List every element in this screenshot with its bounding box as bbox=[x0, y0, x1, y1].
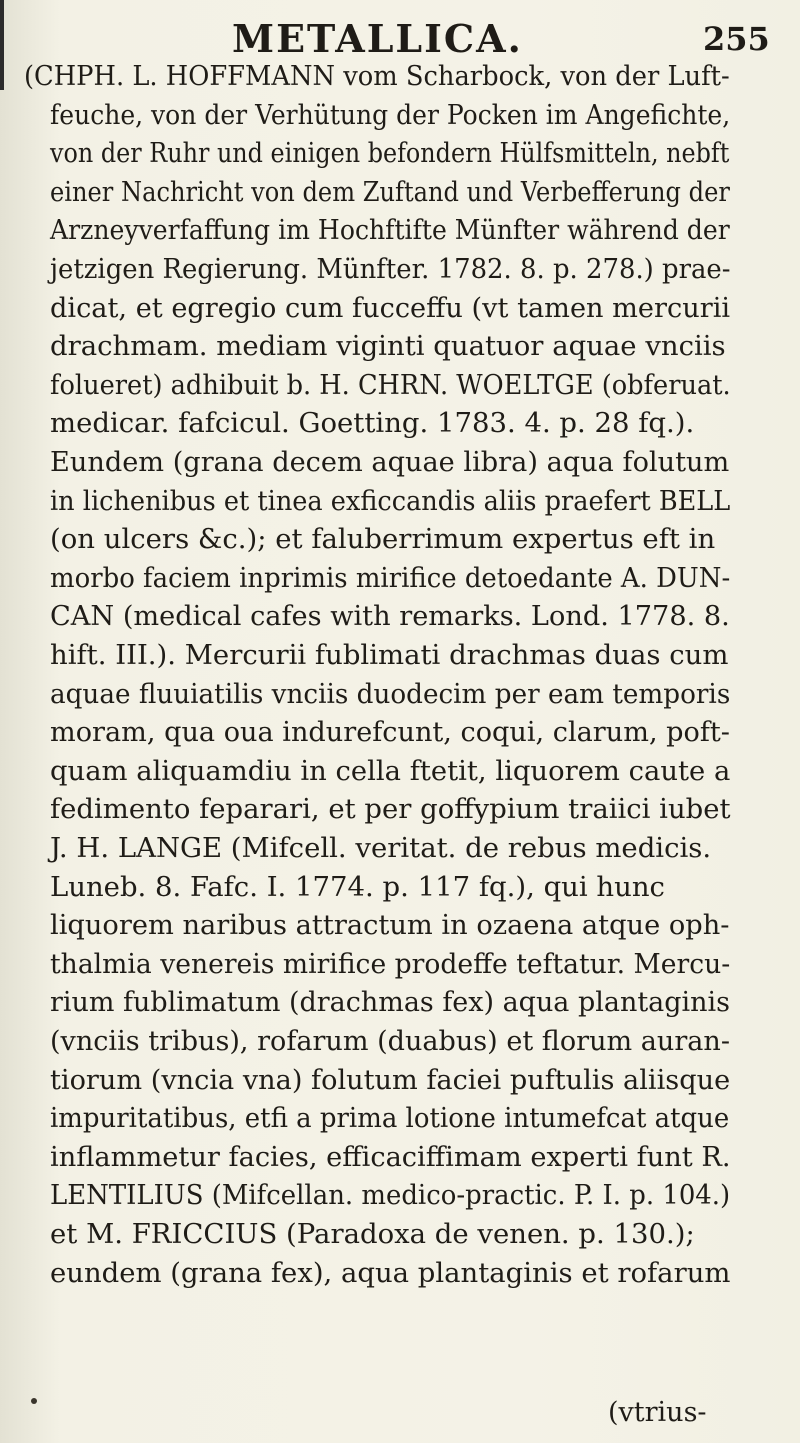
text-line: in lichenibus et tinea exficcandis aliis praefert BELL bbox=[50, 484, 731, 517]
text-line: thalmia venereis mirifice prodeffe teftatur. Mercu- bbox=[50, 947, 731, 980]
catchword: (vtrius- bbox=[608, 1397, 707, 1428]
text-line: liquorem naribus attractum in ozaena atque oph- bbox=[50, 909, 730, 942]
text-line: fedimento feparari, et per goffypium traiici iubet bbox=[50, 793, 731, 826]
text-line: et M. FRICCIUS (Paradoxa de venen. p. 130.); bbox=[50, 1218, 695, 1250]
text-line: hift. III.). Mercurii fublimati drachmas duas cum bbox=[50, 639, 729, 671]
text-line: quam aliquamdiu in cella ftetit, liquorem caute a bbox=[50, 754, 731, 787]
text-line: moram, qua oua indurefcunt, coqui, clarum, poft- bbox=[50, 716, 730, 749]
text-line: drachmam. mediam viginti quatuor aquae vnciis bbox=[50, 330, 726, 363]
text-line: Luneb. 8. Fafc. I. 1774. p. 117 fq.), qui hunc bbox=[50, 870, 665, 903]
text-line: aquae fluuiatilis vnciis duodecim per eam temporis bbox=[50, 677, 731, 710]
text-line: J. H. LANGE (Mifcell. veritat. de rebus medicis. bbox=[50, 832, 712, 864]
text-line: feuche, von der Verhütung der Pocken im Angefichte, bbox=[50, 98, 731, 131]
text-line: rium fublimatum (drachmas fex) aqua plantaginis bbox=[50, 986, 731, 1019]
text-line: (CHPH. L. HOFFMANN vom Scharbock, von der Luft- bbox=[24, 60, 730, 92]
text-line: Arzneyverfaffung im Hochftifte Münfter während der bbox=[50, 214, 730, 247]
text-line: morbo faciem inprimis mirifice detoedante A. DUN- bbox=[50, 561, 731, 594]
text-line: (on ulcers &c.); et faluberrimum expertus eft in bbox=[50, 523, 716, 556]
text-line: von der Ruhr und einigen befondern Hülfsmitteln, nebft bbox=[50, 137, 730, 170]
text-line: Eundem (grana decem aquae libra) aqua folutum bbox=[50, 446, 730, 478]
text-line: LENTILIUS (Mifcellan. medico-practic. P. I. p. 104.) bbox=[50, 1179, 731, 1212]
running-title: METALLICA. bbox=[232, 16, 523, 61]
text-line: CAN (medical cafes with remarks. Lond. 1778. 8. bbox=[50, 600, 730, 633]
text-line: dicat, et egregio cum fucceffu (vt tamen mercurii bbox=[50, 291, 731, 324]
text-line: medicar. fafcicul. Goetting. 1783. 4. p. 28 fq.). bbox=[50, 407, 695, 440]
text-line: jetzigen Regierung. Münfter. 1782. 8. p. 278.) prae- bbox=[50, 253, 731, 285]
page-number: 255 bbox=[703, 20, 770, 58]
text-line: eundem (grana fex), aqua plantaginis et rofarum bbox=[50, 1256, 731, 1289]
page-header bbox=[0, 14, 800, 64]
text-line: tiorum (vncia vna) folutum faciei puftulis aliisque bbox=[50, 1063, 731, 1096]
text-line: inflammetur facies, efficaciffimam experti funt R. bbox=[50, 1140, 731, 1173]
margin-mark bbox=[31, 1398, 37, 1404]
text-line: einer Nachricht von dem Zuftand und Verbefferung der bbox=[50, 175, 730, 208]
text-line: (vnciis tribus), rofarum (duabus) et florum auran- bbox=[50, 1025, 730, 1057]
text-line: folueret) adhibuit b. H. CHRN. WOELTGE (obferuat. bbox=[50, 368, 731, 401]
text-line: impuritatibus, etfi a prima lotione intumefcat atque bbox=[50, 1102, 730, 1135]
